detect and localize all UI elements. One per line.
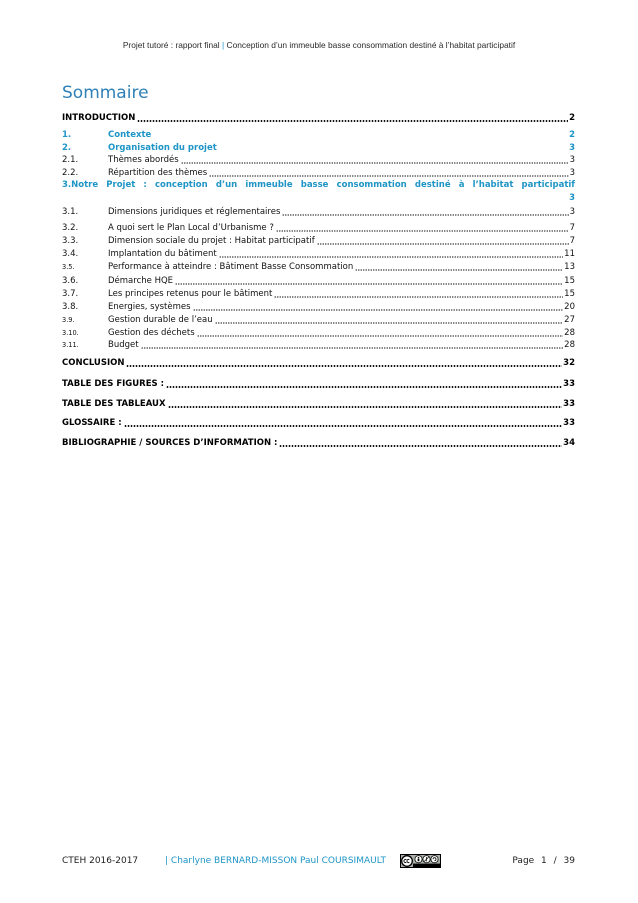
- toc-entry-page: 32: [563, 358, 575, 368]
- toc-entry-number: 3.8.: [62, 302, 79, 312]
- toc-entry-budget[interactable]: [62, 339, 575, 352]
- page-footer: [62, 854, 575, 868]
- toc-entry-dimension-sociale[interactable]: [62, 235, 575, 248]
- header-separator: |: [222, 40, 225, 50]
- dot-leader: [168, 406, 563, 408]
- by-person-head: [418, 857, 420, 859]
- toc-entry-title: Energies, systèmes: [108, 302, 191, 312]
- toc-entry-page: 15: [564, 289, 575, 299]
- toc-entry-number: 3.10.: [62, 329, 79, 337]
- toc-entry-introduction[interactable]: [62, 112, 575, 125]
- toc-entry-page: 27: [564, 315, 575, 325]
- header-project: Projet tutoré : rapport final: [122, 40, 220, 50]
- toc-entry-number: 2.1.: [62, 155, 79, 165]
- toc-entry-number: 3.1.: [62, 207, 79, 217]
- toc-entry-page: 3: [569, 168, 575, 178]
- toc-entry-number: 3.9.: [62, 316, 75, 324]
- dot-leader: [175, 283, 563, 285]
- toc-entry-energies-systemes[interactable]: [62, 301, 575, 314]
- dot-leader: [274, 296, 563, 298]
- toc-entry-title: BIBLIOGRAPHIE / SOURCES D’INFORMATION :: [62, 438, 278, 448]
- toc-entry-title: TABLE DES FIGURES :: [62, 379, 164, 389]
- toc-entry-page: 2: [569, 130, 575, 140]
- toc-entry-page: 33: [563, 399, 575, 409]
- cc-by-nc-sa-license-icon: [400, 854, 441, 868]
- toc-entry-title: Gestion durable de l’eau: [108, 315, 213, 325]
- dot-leader: [209, 175, 568, 177]
- footer-course: CTEH 2016-2017: [62, 856, 139, 866]
- dot-leader: [124, 425, 563, 427]
- toc-entry-number: 2.2.: [62, 168, 79, 178]
- toc-entry-page: 34: [563, 438, 575, 448]
- dot-leader: [166, 386, 562, 388]
- toc-entry-title: Notre Projet : conception d’un immeuble basse consommation destiné à l’habitat participatif: [71, 180, 575, 190]
- dot-leader: [219, 256, 563, 258]
- toc-entry-page: 13: [564, 262, 575, 272]
- toc-entry-number: 1.: [62, 130, 72, 140]
- toc-entry-title: TABLE DES TABLEAUX: [62, 399, 166, 409]
- toc-entry-number: 3.: [62, 180, 72, 190]
- toc-entry-table-des-tableaux[interactable]: [62, 398, 575, 411]
- dot-leader: [126, 365, 562, 367]
- toc-entry-number: 3.7.: [62, 289, 79, 299]
- toc-entry-contexte[interactable]: [62, 129, 575, 142]
- toc-entry-conclusion[interactable]: [62, 357, 575, 370]
- toc-entry-number: 3.11.: [62, 341, 79, 349]
- toc-entry-page: 28: [564, 328, 575, 338]
- dot-leader: [181, 162, 569, 164]
- dot-leader: [317, 243, 569, 245]
- toc-entry-title: Démarche HQE: [108, 276, 174, 286]
- dot-leader: [279, 445, 562, 447]
- footer-separator: |: [165, 856, 169, 866]
- toc-entry-title: CONCLUSION: [62, 358, 125, 368]
- toc-entry-page: 33: [563, 418, 575, 428]
- toc-entry-title: Répartition des thèmes: [108, 168, 208, 178]
- toc-entry-number: 3.2.: [62, 223, 79, 233]
- toc-entry-page: 3: [569, 207, 575, 217]
- toc-entry-title: Contexte: [108, 130, 152, 140]
- dot-leader: [141, 347, 564, 349]
- toc-entry-number: 3.5.: [62, 263, 75, 271]
- toc-entry-title: Implantation du bâtiment: [108, 249, 217, 259]
- toc-entry-number: 3.6.: [62, 276, 79, 286]
- toc-entry-page: 15: [564, 276, 575, 286]
- toc-entry-dimensions-juridiques[interactable]: [62, 206, 575, 219]
- sa-icon: [431, 856, 438, 863]
- toc-entry-performance[interactable]: [62, 261, 575, 274]
- footer-page-number: Page 1 / 39: [512, 856, 575, 866]
- footer-authors: Charlyne BERNARD-MISSON Paul COURSIMAULT: [170, 856, 386, 866]
- toc-entry-title: Performance à atteindre : Bâtiment Basse Consommation: [108, 262, 354, 272]
- toc-entry-page: 3: [569, 155, 575, 165]
- toc-entry-principes-retenus[interactable]: [62, 288, 575, 301]
- toc-entry-page: 28: [564, 340, 575, 350]
- header-subject: Conception d’un immeuble basse consommation destiné à l’habitat participatif: [226, 40, 516, 50]
- toc-entry-title: Organisation du projet: [108, 143, 217, 153]
- toc-entry-glossaire[interactable]: [62, 417, 575, 430]
- toc-entry-title: Dimensions juridiques et réglementaires: [108, 207, 281, 217]
- dot-leader: [137, 120, 568, 122]
- toc-entry-implantation[interactable]: [62, 248, 575, 261]
- toc-entry-notre-projet[interactable]: [62, 179, 575, 205]
- dot-leader: [276, 230, 569, 232]
- toc-entry-title: A quoi sert le Plan Local d’Urbanisme ?: [108, 223, 274, 233]
- toc-entry-table-des-figures[interactable]: [62, 378, 575, 391]
- toc-entry-page: 3: [569, 143, 575, 153]
- toc-entry-page: 2: [569, 113, 575, 123]
- toc-entry-page: 11: [564, 249, 575, 259]
- toc-entry-page: 7: [569, 223, 575, 233]
- dot-leader: [282, 214, 568, 216]
- toc-entry-page: 3: [569, 193, 575, 203]
- badge-label-band: [413, 864, 441, 868]
- toc-entry-number: 3.3.: [62, 236, 79, 246]
- toc-entry-title: INTRODUCTION: [62, 113, 136, 123]
- table-of-contents: [62, 0, 575, 460]
- toc-entry-bibliographie[interactable]: [62, 437, 575, 450]
- dot-leader: [197, 335, 564, 337]
- dot-leader: [355, 269, 563, 271]
- toc-entry-title: Dimension sociale du projet : Habitat participatif: [108, 236, 315, 246]
- toc-entry-themes-abordes[interactable]: [62, 154, 575, 167]
- dot-leader: [193, 309, 564, 311]
- footer-authors-block: [165, 854, 386, 868]
- toc-entry-title: Thèmes abordés: [108, 155, 179, 165]
- toc-entry-page: 33: [563, 379, 575, 389]
- toc-entry-title: GLOSSAIRE :: [62, 418, 122, 428]
- toc-entry-demarche-hqe[interactable]: [62, 275, 575, 288]
- toc-entry-title: Les principes retenus pour le bâtiment: [108, 289, 273, 299]
- by-person-body: [418, 859, 420, 861]
- dot-leader: [215, 322, 564, 324]
- toc-entry-number: 3.4.: [62, 249, 79, 259]
- toc-entry-gestion-eau[interactable]: [62, 314, 575, 327]
- toc-entry-page: 20: [564, 302, 575, 312]
- toc-entry-title: Budget: [108, 340, 139, 350]
- toc-entry-plan-local-urbanisme[interactable]: [62, 222, 575, 235]
- toc-entry-title: Gestion des déchets: [108, 328, 195, 338]
- toc-entry-number: 2.: [62, 143, 72, 153]
- toc-entry-page: 7: [569, 236, 575, 246]
- toc-heading: Sommaire: [62, 83, 149, 103]
- toc-entry-title-line: [62, 179, 575, 192]
